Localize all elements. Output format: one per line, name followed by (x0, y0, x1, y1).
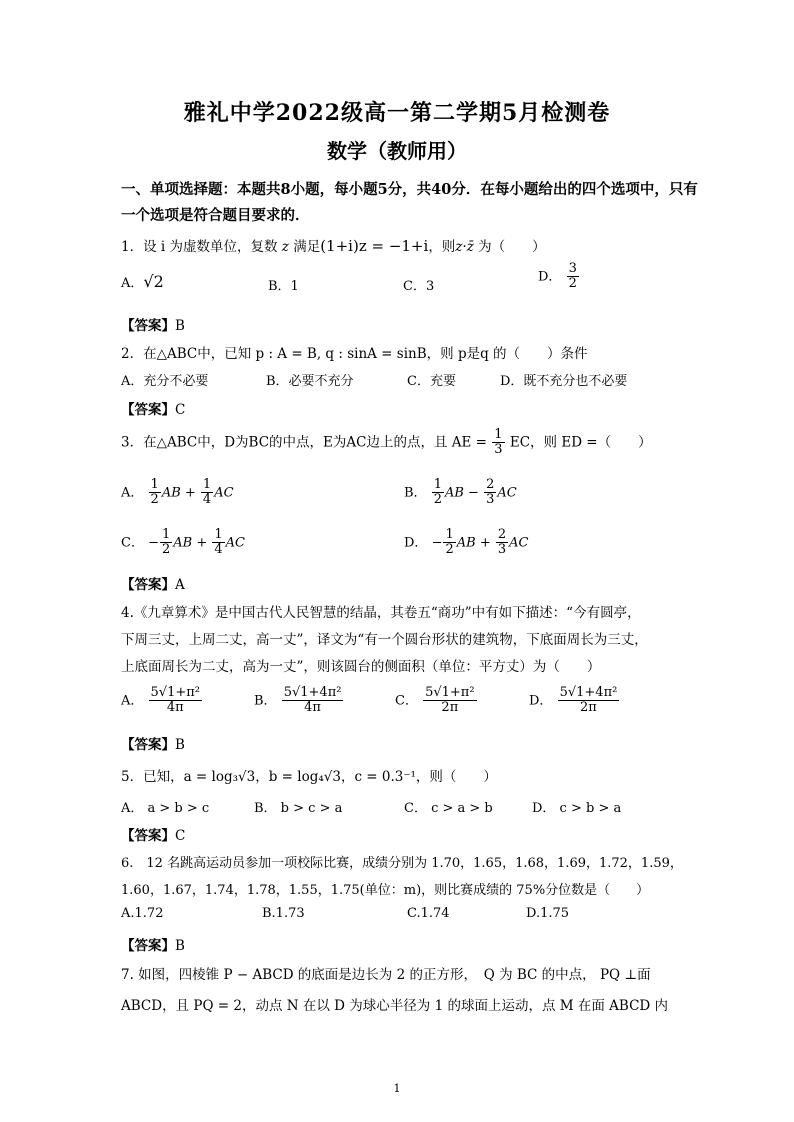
fraction (484, 478, 496, 508)
question-6-line1: 6. 12 名跳高运动员参加一项校际比赛，成绩分别为 1.70，1.65，1.68，1.69，1.72，1.59， (121, 856, 683, 871)
fraction (149, 478, 161, 508)
question-4-line2: 下周三丈，上周二丈，高一丈”，译文为“有一个圆台形状的建筑物，下底面周长为三丈， (121, 632, 648, 648)
question-6-option-b: B.1.73 (262, 906, 305, 921)
question-3-text-a: 3．在△ABC中，D为BC的中点，E为AC边上的点，且 AE = (121, 434, 487, 451)
question-2-answer-value: C (175, 402, 186, 418)
question-5-option-b: B． b > c > a (254, 801, 343, 816)
question-3-option-b (404, 478, 517, 508)
frac-num: 5√1+4π² (283, 685, 342, 700)
question-4-line3: 上底面周长为二丈，高为一丈”，则该圆台的侧面积（单位：平方丈）为（ ） (121, 659, 601, 675)
page-title: 雅礼中学2022级高一第二学期5月检测卷 (183, 100, 611, 126)
answer-label: 【答案】 (121, 737, 175, 753)
question-4-option-b (254, 686, 344, 716)
question-5-option-a: A． a > b > c (121, 801, 210, 816)
question-2-option-b: B．必要不充分 (266, 374, 354, 389)
question-1-option-d-fraction (567, 262, 579, 292)
frac-num: 5√1+π² (150, 685, 201, 700)
question-1-option-b: B．1 (268, 279, 299, 294)
question-1-option-a-label: A． (121, 276, 144, 291)
minus-sign: − (431, 535, 443, 551)
section-heading-line1: 一、单项选择题：本题共8小题，每小题5分，共40分．在每小题给出的四个选项中，只有 (121, 181, 698, 198)
term: AC (509, 535, 529, 551)
fraction (212, 528, 224, 558)
question-6-option-d: D.1.75 (526, 906, 570, 921)
frac-num: 5√1+π² (425, 685, 475, 700)
question-5-answer-value: C (175, 828, 186, 844)
fraction (496, 528, 508, 558)
term: AB + (456, 535, 495, 551)
question-3-text-b: EC，则 ED =（ ） (509, 434, 652, 451)
question-5-option-d: D． c > b > a (532, 801, 622, 816)
frac-den: 2 (162, 542, 171, 558)
frac-num: 2 (486, 477, 495, 492)
fraction (149, 686, 202, 716)
term: AB − (444, 485, 484, 501)
fraction (201, 478, 213, 508)
fraction (423, 686, 476, 716)
question-4-option-d (529, 686, 620, 716)
question-6-answer-value: B (175, 938, 185, 954)
question-4-answer-value: B (175, 737, 185, 753)
term: AB + (173, 535, 212, 551)
frac-num: 1 (214, 527, 223, 542)
frac-den: 2π (580, 700, 597, 716)
question-3-frac-den: 3 (494, 442, 503, 458)
frac-num: 1 (202, 477, 212, 492)
question-3-option-a (121, 478, 234, 508)
frac-den: 2 (150, 492, 159, 508)
answer-label: 【答案】 (121, 402, 175, 418)
section-heading-line2: 一个选项是符合题目要求的． (121, 207, 310, 224)
frac-num: 1 (150, 477, 159, 492)
question-4-option-c-label: C． (395, 693, 418, 709)
page-subtitle: 数学（教师用） (327, 139, 467, 163)
question-3-answer-value: A (175, 577, 185, 593)
question-4-option-d-label: D． (529, 693, 553, 709)
question-5-option-c: C． c > a > b (404, 801, 493, 816)
question-2-option-d: D．既不充分也不必要 (500, 374, 628, 389)
question-4-option-c (395, 686, 478, 716)
question-1-option-a-value: √2 (143, 272, 164, 291)
frac-den: 3 (486, 492, 495, 508)
question-3-option-d-label: D． (404, 535, 428, 551)
question-1-option-d-den: 2 (568, 276, 577, 292)
term: AC (214, 485, 234, 501)
frac-num: 2 (497, 527, 507, 542)
question-2-option-c: C．充要 (407, 374, 456, 389)
question-1: 1．设 i 为虚数单位，复数 z 满足(1+i)z = −1+i，则z·z̄ 为（ ） (121, 237, 546, 255)
frac-den: 4 (214, 542, 223, 558)
frac-num: 1 (445, 527, 454, 542)
question-4-option-a (121, 686, 203, 716)
question-4-option-a-label: A． (121, 693, 144, 709)
fraction (432, 478, 444, 508)
answer-label: 【答案】 (121, 577, 175, 593)
question-3-answer (121, 573, 185, 593)
question-4-answer (121, 733, 185, 753)
question-2-answer (121, 398, 185, 418)
question-2: 2．在△ABC中，已知 p : A = B, q : sinA = sinB，则 p是q 的（ ）条件 (121, 346, 588, 362)
frac-den: 2 (433, 492, 442, 508)
question-1-option-a (121, 272, 164, 291)
question-1-option-d-num: 3 (568, 261, 577, 276)
question-1-expr: (1+i)z = −1+i (320, 237, 429, 255)
question-3-fraction (492, 428, 504, 458)
frac-den: 3 (497, 542, 507, 558)
question-1-answer-value: B (175, 318, 185, 334)
question-3-option-c (121, 528, 245, 558)
fraction (282, 686, 344, 716)
frac-den: 4π (304, 700, 321, 716)
page-number: 1 (393, 1082, 401, 1095)
frac-den: 2π (441, 700, 459, 716)
answer-label: 【答案】 (121, 938, 175, 954)
question-4-line1: 4.《九章算术》是中国古代人民智慧的结晶，其卷五“商功”中有如下描述：“今有圆亭， (121, 605, 641, 621)
term: AB + (161, 485, 200, 501)
question-1-option-c: C．3 (403, 279, 435, 294)
frac-num: 1 (433, 477, 442, 492)
question-3-option-c-label: C． (121, 535, 144, 551)
question-3-option-b-label: B． (404, 485, 427, 501)
fraction (160, 528, 172, 558)
question-1-option-d-label: D． (538, 269, 562, 285)
question-7-line1: 7. 如图，四棱锥 P − ABCD 的底面是边长为 2 的正方形， Q 为 BC 的中点， PQ ⊥面 (121, 967, 651, 983)
question-2-option-a: A．充分不必要 (121, 374, 209, 389)
question-6-option-a: A.1.72 (121, 906, 164, 921)
term: AC (225, 535, 246, 551)
question-6-option-c: C.1.74 (407, 906, 450, 921)
question-3-option-d (404, 528, 529, 558)
question-1-text-a: 1．设 i 为虚数单位，复数 (121, 239, 282, 255)
question-5-answer (121, 824, 185, 844)
question-1-answer (121, 314, 185, 334)
answer-label: 【答案】 (121, 318, 175, 334)
minus-sign: − (148, 535, 159, 551)
frac-num: 1 (162, 527, 171, 542)
question-7-line2: ABCD，且 PQ = 2，动点 N 在以 D 为球心半径为 1 的球面上运动，点 M 在面 ABCD 内 (121, 998, 669, 1014)
term: AC (497, 485, 517, 501)
question-3-option-a-label: A． (121, 485, 144, 501)
question-6-answer (121, 934, 185, 954)
frac-den: 2 (445, 542, 454, 558)
question-1-option-d (538, 262, 580, 292)
question-5: 5．已知，a = log₃√3，b = log₄√3，c = 0.3⁻¹，则（ ） (121, 769, 497, 785)
frac-num: 5√1+4π² (559, 685, 618, 700)
answer-label: 【答案】 (121, 828, 175, 844)
question-1-text-d: 为（ ） (473, 239, 546, 255)
question-3 (121, 428, 652, 458)
frac-den: 4π (166, 700, 184, 716)
frac-den: 4 (202, 492, 212, 508)
question-1-text-b: 满足 (288, 239, 321, 255)
fraction (558, 686, 620, 716)
question-6-line2: 1.60，1.67，1.74，1.78，1.55，1.75(单位：m)，则比赛成绩的 75%分位数是（ ） (121, 883, 650, 898)
question-1-text-c: ，则 (428, 239, 456, 255)
fraction (443, 528, 455, 558)
question-3-frac-num: 1 (494, 427, 503, 442)
question-4-option-b-label: B． (254, 693, 277, 709)
question-1-expr2: z·z̄ (455, 239, 474, 255)
